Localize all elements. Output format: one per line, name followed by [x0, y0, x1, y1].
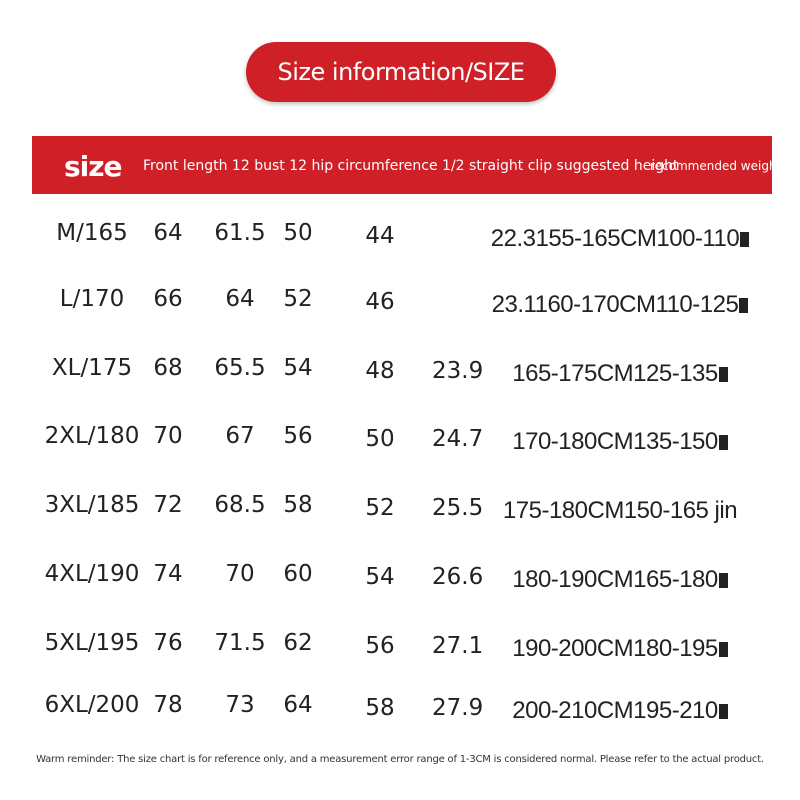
- cell-hip: 60: [283, 561, 313, 587]
- cell-bust: 65.5: [214, 355, 266, 381]
- cell-size: M/165: [56, 220, 128, 246]
- cell-bust: 71.5: [214, 630, 266, 656]
- cell-bust: 64: [225, 286, 255, 312]
- cell-size: 2XL/180: [44, 423, 140, 449]
- cell-half: 46: [365, 289, 395, 315]
- cell-hip: 64: [283, 692, 313, 718]
- unit-glyph-icon: [719, 573, 728, 588]
- cell-half: 58: [365, 695, 395, 721]
- cell-bust: 73: [225, 692, 255, 718]
- cell-front: 70: [153, 423, 183, 449]
- cell-hip: 62: [283, 630, 313, 656]
- cell-half: 56: [365, 633, 395, 659]
- cell-hip: 54: [283, 355, 313, 381]
- unit-glyph-icon: [719, 367, 728, 382]
- cell-size: 4XL/190: [44, 561, 140, 587]
- cell-bust: 68.5: [214, 492, 266, 518]
- cell-size: L/170: [59, 286, 125, 312]
- cell-rec: 23.1160-170CM110-125: [470, 293, 770, 317]
- unit-glyph-icon: [739, 298, 748, 313]
- unit-glyph-icon: [719, 435, 728, 450]
- cell-hip: 52: [283, 286, 313, 312]
- unit-glyph-icon: [719, 642, 728, 657]
- cell-hip: 56: [283, 423, 313, 449]
- cell-rec: 22.3155-165CM100-110: [470, 227, 770, 251]
- cell-front: 68: [153, 355, 183, 381]
- cell-hip: 50: [283, 220, 313, 246]
- cell-front: 66: [153, 286, 183, 312]
- cell-rec: 180-190CM165-180: [470, 568, 770, 592]
- cell-size: XL/175: [51, 355, 133, 381]
- cell-rec: 175-180CM150-165 jin: [502, 497, 738, 524]
- cell-clip: 24.7: [432, 426, 484, 452]
- unit-glyph-icon: [719, 704, 728, 719]
- cell-bust: 61.5: [214, 220, 266, 246]
- cell-clip: 27.9: [432, 695, 484, 721]
- cell-clip: 25.5: [432, 495, 484, 521]
- cell-size: 3XL/185: [44, 492, 140, 518]
- cell-bust: 67: [225, 423, 255, 449]
- cell-rec: 165-175CM125-135: [470, 362, 770, 386]
- cell-rec: 170-180CM135-150: [470, 430, 770, 454]
- cell-clip: 23.9: [432, 358, 484, 384]
- cell-front: 74: [153, 561, 183, 587]
- header-weight-label: recommended weight: [650, 159, 782, 173]
- page-title: Size information/SIZE: [277, 58, 525, 86]
- cell-half: 48: [365, 358, 395, 384]
- cell-half: 54: [365, 564, 395, 590]
- unit-glyph-icon: [740, 232, 749, 247]
- cell-front: 76: [153, 630, 183, 656]
- cell-rec: 200-210CM195-210: [470, 699, 770, 723]
- cell-front: 64: [153, 220, 183, 246]
- cell-rec: 190-200CM180-195: [470, 637, 770, 661]
- cell-clip: 26.6: [432, 564, 484, 590]
- cell-front: 78: [153, 692, 183, 718]
- cell-clip: 27.1: [432, 633, 484, 659]
- cell-half: 52: [365, 495, 395, 521]
- cell-half: 50: [365, 426, 395, 452]
- cell-half: 44: [365, 223, 395, 249]
- cell-front: 72: [153, 492, 183, 518]
- title-pill: [246, 42, 556, 102]
- cell-bust: 70: [225, 561, 255, 587]
- cell-hip: 58: [283, 492, 313, 518]
- cell-size: 5XL/195: [44, 630, 140, 656]
- header-size-label: size: [64, 150, 122, 183]
- cell-size: 6XL/200: [44, 692, 140, 718]
- footer-reminder: Warm reminder: The size chart is for reference only, and a measurement error range of 1-3CM is considered normal. Please refer to the actual product.: [36, 754, 764, 765]
- header-columns-label: Front length 12 bust 12 hip circumference 1/2 straight clip suggested height: [143, 158, 679, 174]
